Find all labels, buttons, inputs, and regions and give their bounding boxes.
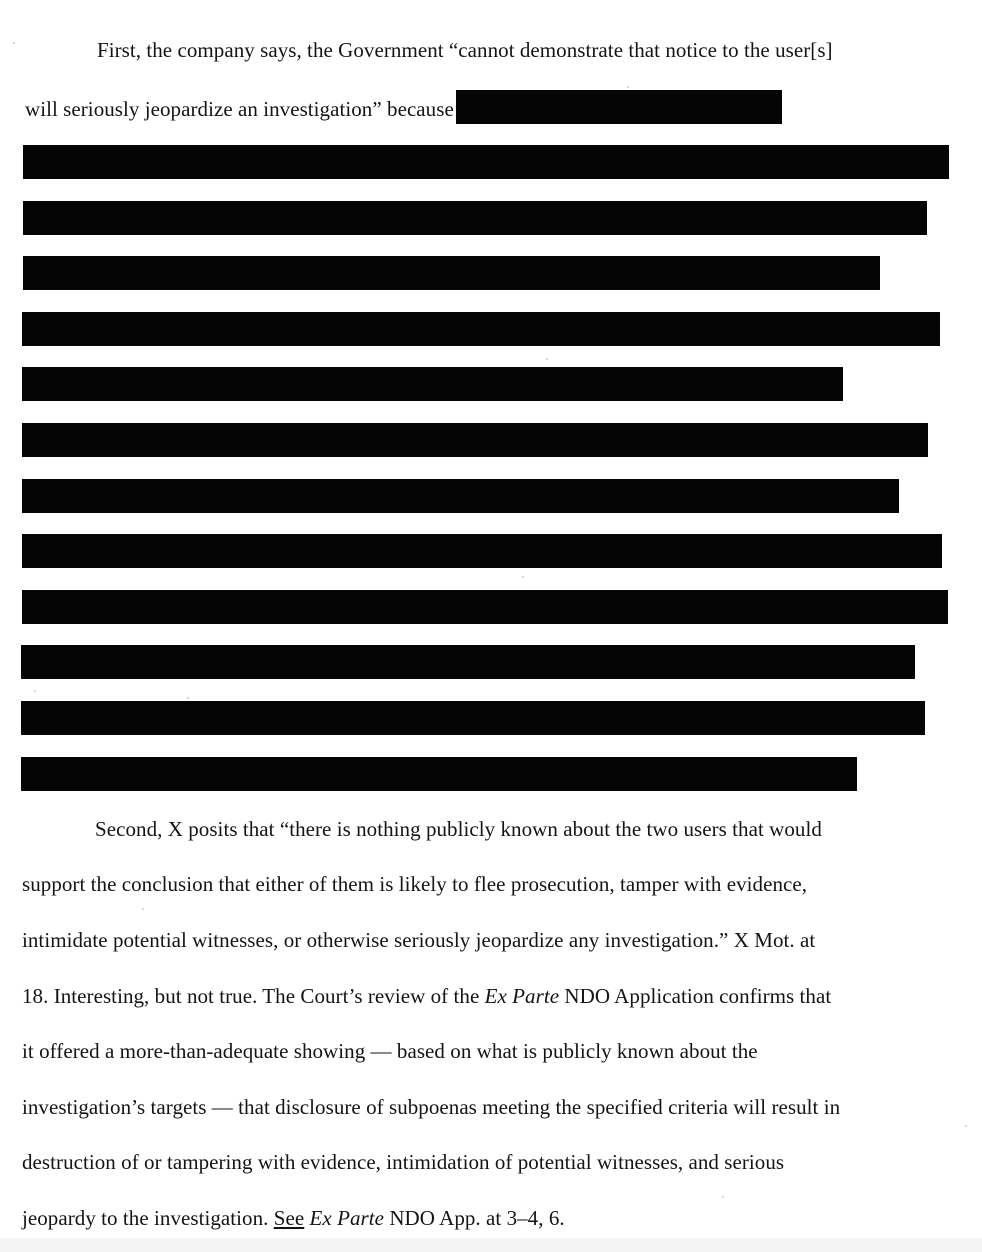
scan-speck (546, 358, 548, 360)
paragraph-2-line-1 (95, 815, 822, 843)
text: investigation’s targets — that disclosure of subpoenas meeting the specified criteria will result in (22, 1095, 841, 1119)
text: will seriously jeopardize an investigation” because (25, 97, 454, 121)
see-signal: See (273, 1206, 305, 1230)
italic-text: Ex Parte (484, 984, 560, 1008)
text: intimidate potential witnesses, or otherwise seriously jeopardize any investigation.” X Mot. at (22, 928, 816, 952)
scan-speck (522, 576, 524, 578)
scan-speck (722, 1196, 724, 1198)
redaction-bar (21, 757, 857, 791)
paragraph-2-line-4 (22, 982, 831, 1010)
text: jeopardy to the investigation. (22, 1206, 274, 1230)
redaction-bar (22, 479, 899, 513)
text: First, the company says, the Government “cannot demonstrate that notice to the user[s] (97, 38, 833, 62)
paragraph-2-line-8 (22, 1204, 565, 1232)
redaction-bar (21, 645, 915, 679)
redaction-bar (23, 145, 949, 179)
paragraph-2-line-5 (22, 1037, 758, 1065)
text: 18. Interesting, but not true. The Court’s review of the (22, 984, 485, 1008)
redaction-bar (23, 201, 927, 235)
text: it offered a more-than-adequate showing — based on what is publicly known about the (22, 1039, 758, 1063)
scan-speck (13, 42, 15, 44)
redaction-bar (22, 590, 948, 624)
paragraph-1-line-2 (25, 90, 782, 124)
redaction-bar (22, 367, 843, 401)
redaction-bar (22, 423, 928, 457)
redaction-bar-inline (456, 90, 782, 124)
redaction-bar (22, 534, 942, 568)
paragraph-2-line-6 (22, 1093, 840, 1121)
paragraph-1-line-1 (97, 36, 833, 64)
scan-speck (142, 908, 144, 910)
scan-speck (187, 697, 189, 699)
paragraph-2-line-3 (22, 926, 815, 954)
italic-text: Ex Parte (309, 1206, 385, 1230)
redaction-bar (21, 701, 925, 735)
redaction-bar (23, 256, 880, 290)
text: support the conclusion that either of them is likely to flee prosecution, tamper with evidence, (22, 872, 808, 896)
text: NDO App. at 3–4, 6. (384, 1206, 565, 1230)
redaction-bar (22, 312, 940, 346)
scan-speck (965, 1125, 967, 1127)
text: Second, X posits that “there is nothing publicly known about the two users that would (95, 817, 822, 841)
text: destruction of or tampering with evidence, intimidation of potential witnesses, and serious (22, 1150, 785, 1174)
scan-speck (34, 690, 36, 692)
paragraph-2-line-7 (22, 1148, 784, 1176)
text: NDO Application confirms that (559, 984, 832, 1008)
scan-speck (627, 86, 629, 88)
scan-edge (0, 1238, 982, 1252)
paragraph-2-line-2 (22, 870, 807, 898)
